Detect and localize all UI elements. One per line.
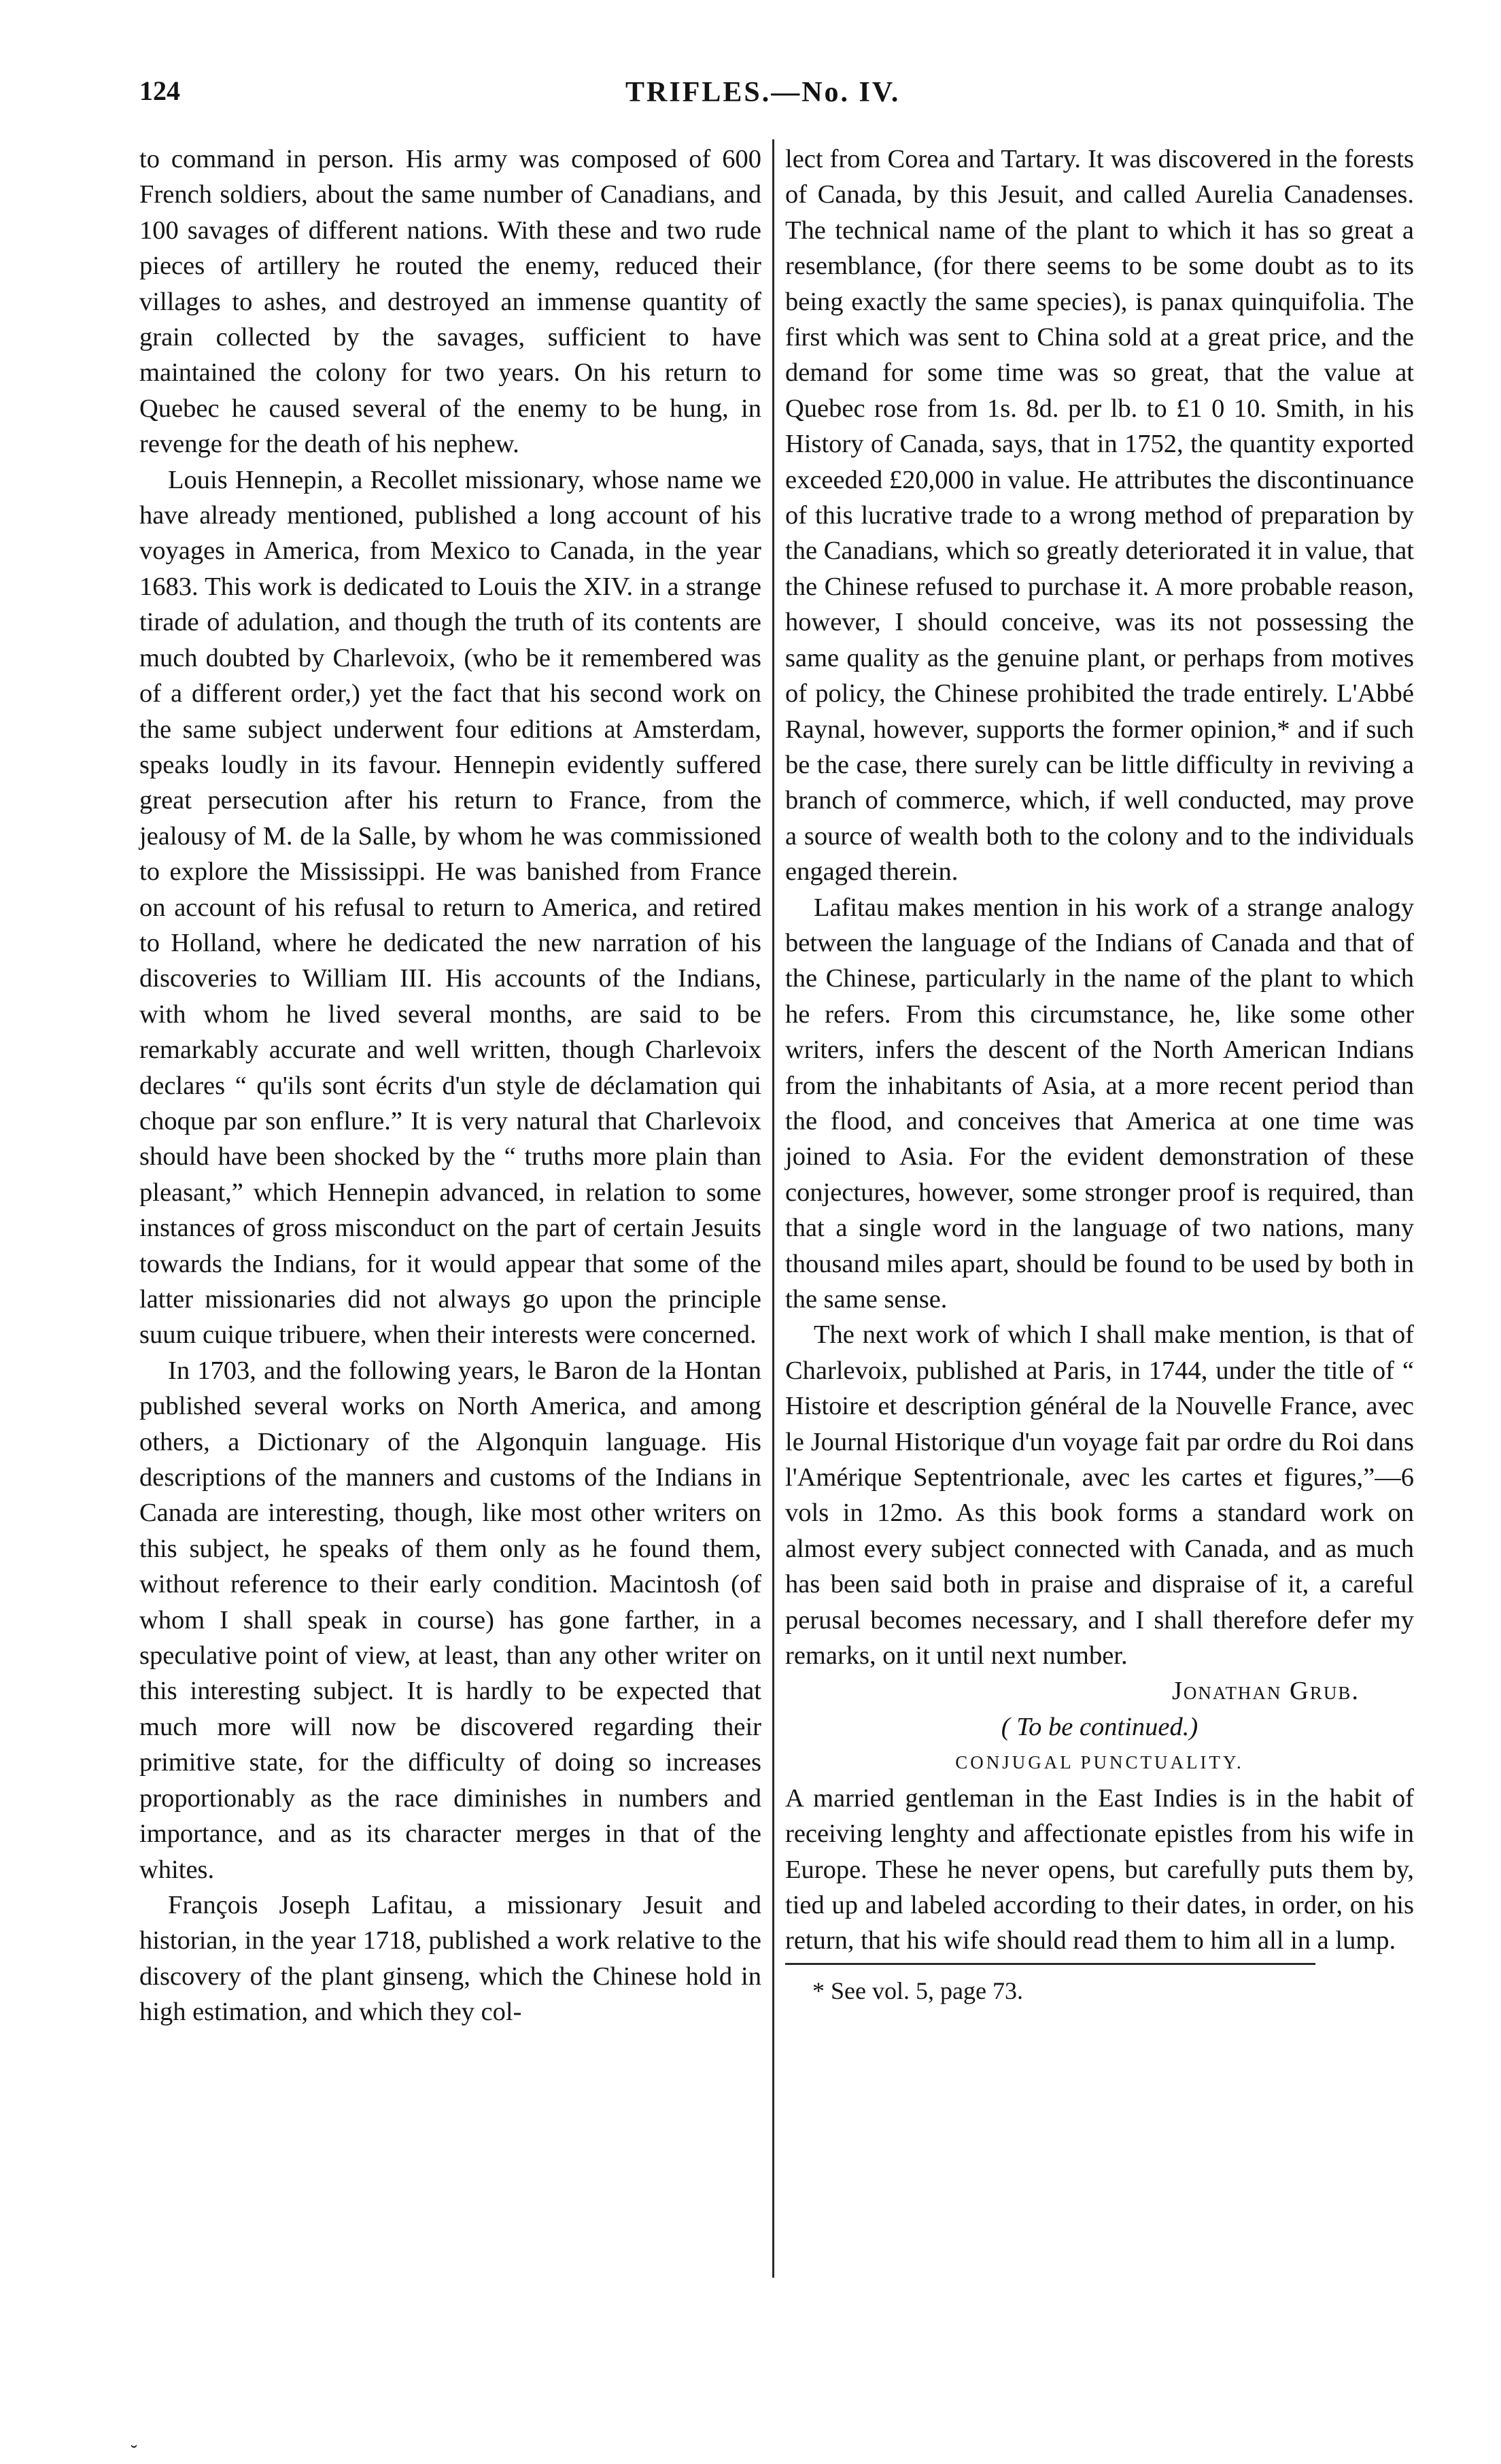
left-paragraph-4: François Joseph Lafitau, a missionary Jesuit and historian, in the year 1718, published a work relative to the discovery of the plant ginseng, which the Chinese hold in high estimation, and which they col- — [139, 1890, 761, 2027]
footnote-rule — [785, 1963, 1315, 1965]
anecdote-paragraph: A married gentleman in the East Indies is in the habit of receiving lenghty and affectionate epistles from his wife in Europe. These he never opens, but carefully puts them by, tied up and labeled according to their dates, in order, on his return, that his wife should read them to him all in a lump. — [785, 1783, 1414, 1955]
footnote: * See vol. 5, page 73. — [812, 1977, 1023, 2004]
left-column — [139, 141, 761, 2030]
section-title: CONJUGAL PUNCTUALITY. — [955, 1752, 1244, 1773]
right-paragraph-2: Lafitau makes mention in his work of a strange analogy between the language of the Indians of Canada and that of the Chinese, particularly in the name of the plant to which he refers. From this circumstance, he, like some other writers, infers the descent of the North American Indians from the inhabitants of Asia, at a more recent period than the flood, and conceives that America at one time was joined to Asia. For the evident demonstration of these conjectures, however, some stronger proof is required, than that a single word in the language of two nations, many thousand miles apart, should be found to be used by both in the same sense. — [785, 893, 1414, 1314]
running-title: TRIFLES.—No. IV. — [625, 77, 901, 108]
right-column — [785, 141, 1414, 2008]
left-paragraph-3: In 1703, and the following years, le Baron de la Hontan published several works on North America, and among others, a Dictionary of the Algonquin language. His descriptions of the manners and customs of the Indians in Canada are interesting, though, like most other writers on this subject, he speaks of them only as he found them, without reference to their early condition. Macintosh (of whom I shall speak in course) has gone farther, in a speculative point of view, at least, than any other writer on this interesting subject. It is hardly to be expected that much more will now be discovered regarding their primitive state, for the difficulty of doing so increases proportionably as the race diminishes in numbers and importance, and as its character merges in that of the whites. — [139, 1356, 761, 1884]
left-paragraph-1: to command in person. His army was composed of 600 French soldiers, about the same number of Canadians, and 100 savages of different nations. With these and two rude pieces of artillery he routed the enemy, reduced their villages to ashes, and destroyed an immense quantity of grain collected by the savages, sufficient to have maintained the colony for two years. On his return to Quebec he caused several of the enemy to be hung, in revenge for the death of his nephew. — [139, 145, 761, 459]
author-signature: Jonathan Grub. — [1171, 1677, 1360, 1706]
right-paragraph-3: The next work of which I shall make mention, is that of Charlevoix, published at Paris, in 1744, under the title of “ Histoire et description général de la Nouvelle France, avec le Journal Historique d'un voyage fait par ordre du Roi dans l'Amérique Septentrionale, avec les cartes et figures,”—6 vols in 12mo. As this book forms a standard work on almost every subject connected with Canada, and as much has been said both in praise and dispraise of it, a careful perusal becomes necessary, and I shall therefore defer my remarks, on it until next number. — [785, 1320, 1414, 1671]
bottom-mark: ˘ — [131, 2441, 137, 2463]
column-divider — [772, 139, 774, 2278]
continued-note: ( To be continued.) — [1001, 1712, 1198, 1741]
right-paragraph-1: lect from Corea and Tartary. It was discovered in the forests of Canada, by this Jesuit, and called Aurelia Canadenses. The technical name of the plant to which it has so great a resemblance, (for there seems to be some doubt as to its being exactly the same species), is panax quinquifolia. The first which was sent to China sold at a great price, and the demand for some time was so great, that the value at Quebec rose from 1s. 8d. per lb. to £1 0 10. Smith, in his History of Canada, says, that in 1752, the quantity exported exceeded £20,000 in value. He attributes the discontinuance of this lucrative trade to a wrong method of preparation by the Canadians, which so greatly deteriorated it in value, that the Chinese refused to purchase it. A more probable reason, however, I should conceive, was its not possessing the same quality as the genuine plant, or perhaps from motives of policy, the Chinese prohibited the trade entirely. L'Abbé Raynal, however, supports the former opinion,* and if such be the case, there surely can be little difficulty in reviving a branch of commerce, which, if well conducted, may prove a source of wealth both to the colony and to the individuals engaged therein. — [785, 145, 1414, 887]
left-paragraph-2: Louis Hennepin, a Recollet missionary, whose name we have already mentioned, published a long account of his voyages in America, from Mexico to Canada, in the year 1683. This work is dedicated to Louis the XIV. in a strange tirade of adulation, and though the truth of its contents are much doubted by Charlevoix, (who be it remembered was of a different order,) yet the fact that his second work on the same subject underwent four editions at Amsterdam, speaks loudly in its favour. Hennepin evidently suffered great persecution after his return to France, from the jealousy of M. de la Salle, by whom he was commissioned to explore the Mississippi. He was banished from France on account of his refusal to return to America, and retired to Holland, where he dedicated the new narration of his discoveries to William III. His accounts of the Indians, with whom he lived several months, are said to be remarkably accurate and well written, though Charlevoix declares “ qu'ils sont écrits d'un style de déclamation qui choque par son enflure.” It is very natural that Charlevoix should have been shocked by the “ truths more plain than pleasant,” which Hennepin advanced, in relation to some instances of gross misconduct on the part of certain Jesuits towards the Indians, for it would appear that some of the latter missionaries did not always go upon the principle suum cuique tribuere, when their interests were concerned. — [139, 465, 761, 1350]
page-number: 124 — [139, 75, 180, 106]
